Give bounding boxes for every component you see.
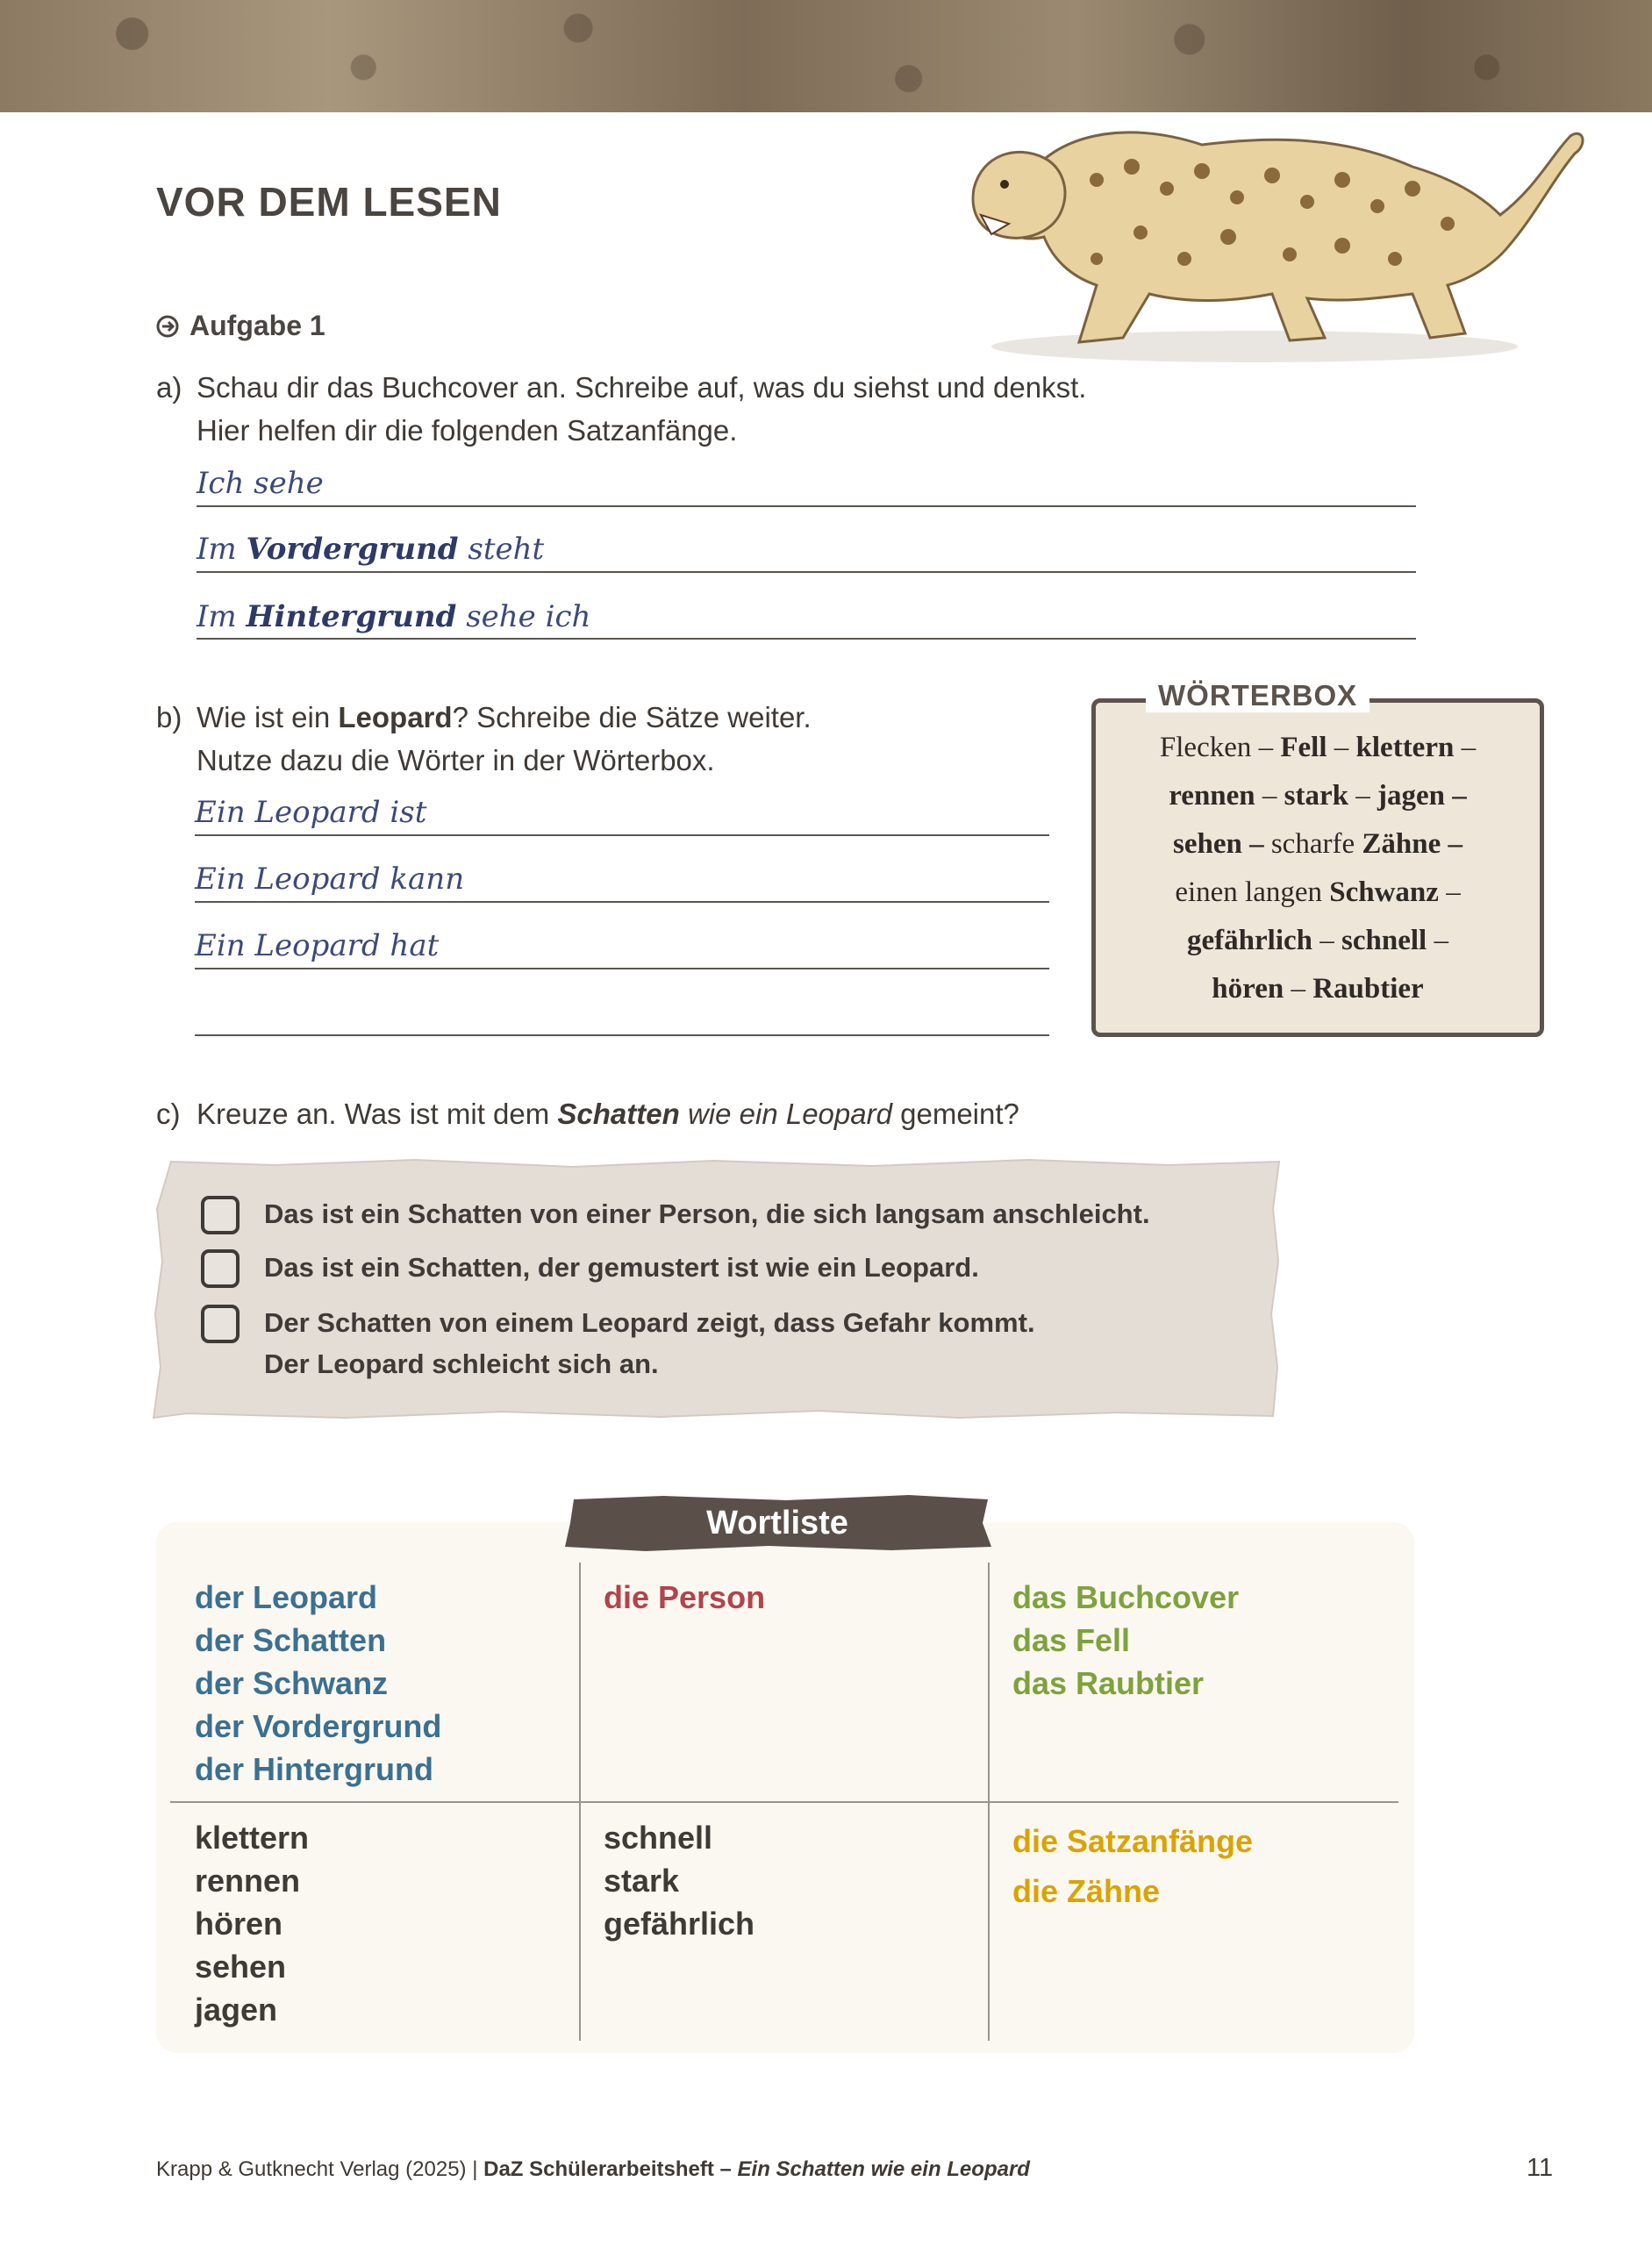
part-b-instruction-2: Nutze dazu die Wörter in der Wörterbox. bbox=[197, 744, 715, 776]
woerterbox-word: – bbox=[1348, 780, 1377, 812]
woerterbox-word: – bbox=[1312, 925, 1342, 956]
checkbox-option-1[interactable] bbox=[201, 1196, 240, 1234]
part-b-instruction-1: Wie ist ein Leopard? Schreibe die Sätze weiter. bbox=[197, 701, 812, 733]
answer-line-b4[interactable] bbox=[195, 1034, 1049, 1036]
word-neuter: das Buchcover bbox=[1012, 1579, 1240, 1615]
answer-line-b1[interactable] bbox=[195, 834, 1049, 836]
woerterbox-row bbox=[1091, 820, 1544, 869]
word-neuter: das Fell bbox=[1012, 1622, 1131, 1658]
part-b-marker: b) bbox=[156, 701, 182, 733]
answer-line-a2[interactable] bbox=[197, 571, 1416, 573]
starter-leopard-ist: Ein Leopard ist bbox=[195, 795, 427, 830]
woerterbox-title: WÖRTERBOX bbox=[1146, 679, 1370, 712]
wortliste-neuter bbox=[1012, 1576, 1239, 1705]
woerterbox-word: stark bbox=[1284, 780, 1348, 812]
woerterbox-word: scharfe bbox=[1263, 828, 1362, 860]
word-verb: jagen bbox=[195, 1992, 278, 2028]
task-label bbox=[156, 310, 325, 342]
woerterbox-row bbox=[1091, 724, 1544, 772]
starter-ich-sehe: Ich sehe bbox=[197, 466, 324, 501]
answer-line-a3[interactable] bbox=[197, 638, 1416, 640]
word-feminine: die Person bbox=[604, 1579, 766, 1615]
wortliste-adjectives bbox=[604, 1816, 754, 1945]
woerterbox-word: Zähne – bbox=[1362, 828, 1462, 860]
answer-line-b3[interactable] bbox=[195, 968, 1049, 969]
checkbox-option-3[interactable] bbox=[201, 1305, 240, 1343]
word-neuter: das Raubtier bbox=[1012, 1665, 1205, 1701]
woerterbox-word: Flecken – bbox=[1159, 732, 1281, 763]
word-verb: klettern bbox=[195, 1820, 310, 1856]
woerterbox-word: hören bbox=[1212, 973, 1284, 1005]
option-3-text-line-1: Der Schatten von einem Leopard zeigt, dass Gefahr kommt. bbox=[264, 1307, 1035, 1338]
woerterbox-word: – bbox=[1255, 780, 1284, 812]
woerterbox-word: – bbox=[1327, 732, 1356, 763]
word-masculine: der Schatten bbox=[195, 1622, 387, 1658]
woerterbox-word: schnell bbox=[1341, 925, 1427, 956]
woerterbox-word: – bbox=[1427, 925, 1448, 956]
word-adjective: stark bbox=[604, 1863, 680, 1899]
woerterbox-word: sehen – bbox=[1173, 828, 1264, 860]
woerterbox-word: – bbox=[1284, 973, 1313, 1005]
woerterbox-words bbox=[1091, 724, 1544, 1013]
wortliste-masculine bbox=[195, 1576, 441, 1791]
wortliste-plural bbox=[1012, 1816, 1253, 1916]
woerterbox-row bbox=[1091, 772, 1544, 820]
answer-line-b2[interactable] bbox=[195, 901, 1049, 903]
word-verb: rennen bbox=[195, 1863, 301, 1899]
wortliste-verbs bbox=[195, 1816, 309, 2031]
wortliste-title: Wortliste bbox=[706, 1505, 848, 1541]
word-verb: sehen bbox=[195, 1949, 287, 1985]
woerterbox-word: jagen – bbox=[1377, 780, 1467, 812]
woerterbox-row bbox=[1091, 917, 1544, 965]
part-a-marker: a) bbox=[156, 371, 182, 404]
option-1-text: Das ist ein Schatten von einer Person, die sich langsam anschleicht. bbox=[264, 1198, 1150, 1229]
woerterbox-row bbox=[1091, 869, 1544, 917]
woerterbox-word: Fell bbox=[1280, 732, 1327, 763]
starter-hintergrund: Im Hintergrund sehe ich bbox=[197, 599, 591, 634]
part-a-instruction-2: Hier helfen dir die folgenden Satzanfänge. bbox=[197, 414, 738, 447]
wortliste-divider-horizontal bbox=[170, 1801, 1398, 1803]
woerterbox-word: einen langen bbox=[1175, 876, 1330, 908]
part-c-marker: c) bbox=[156, 1098, 181, 1130]
starter-leopard-hat: Ein Leopard hat bbox=[195, 928, 440, 963]
woerterbox-row bbox=[1091, 965, 1544, 1013]
task-title: Aufgabe 1 bbox=[190, 310, 325, 341]
woerterbox-word: – bbox=[1454, 732, 1477, 763]
woerterbox-word: klettern bbox=[1355, 732, 1455, 763]
word-plural: die Satzanfänge bbox=[1012, 1823, 1254, 1859]
option-2-text: Das ist ein Schatten, der gemustert ist wie ein Leopard. bbox=[264, 1252, 979, 1283]
wortliste-feminine bbox=[604, 1576, 765, 1619]
word-adjective: gefährlich bbox=[604, 1906, 755, 1942]
word-masculine: der Hintergrund bbox=[195, 1751, 434, 1787]
word-masculine: der Vordergrund bbox=[195, 1708, 442, 1744]
word-adjective: schnell bbox=[604, 1820, 713, 1856]
option-3-text-line-2: Der Leopard schleicht sich an. bbox=[264, 1348, 659, 1379]
word-masculine: der Schwanz bbox=[195, 1665, 389, 1701]
woerterbox-word: Schwanz bbox=[1329, 876, 1439, 908]
woerterbox-word: Raubtier bbox=[1312, 973, 1424, 1005]
leopard-illustration bbox=[921, 83, 1588, 364]
part-a-instruction-1: Schau dir das Buchcover an. Schreibe auf, was du siehst und denkst. bbox=[197, 371, 1087, 404]
checkbox-option-2[interactable] bbox=[201, 1249, 240, 1288]
footer-credit: Krapp & Gutknecht Verlag (2025) | DaZ Schülerarbeitsheft – Ein Schatten wie ein Leopard bbox=[156, 2157, 1030, 2181]
part-c-instruction: Kreuze an. Was ist mit dem Schatten wie ein Leopard gemeint? bbox=[197, 1098, 1019, 1130]
arrow-right-icon bbox=[156, 315, 179, 338]
word-plural: die Zähne bbox=[1012, 1873, 1161, 1909]
page-title: VOR DEM LESEN bbox=[156, 179, 502, 225]
answer-line-a1[interactable] bbox=[197, 505, 1416, 507]
woerterbox-word: – bbox=[1438, 876, 1461, 908]
word-verb: hören bbox=[195, 1906, 283, 1942]
starter-leopard-kann: Ein Leopard kann bbox=[195, 862, 465, 897]
starter-vordergrund: Im Vordergrund steht bbox=[197, 532, 545, 567]
woerterbox-word: gefährlich bbox=[1187, 925, 1313, 956]
page-number: 11 bbox=[1527, 2154, 1554, 2182]
woerterbox-word: rennen bbox=[1169, 780, 1255, 812]
word-masculine: der Leopard bbox=[195, 1579, 378, 1615]
